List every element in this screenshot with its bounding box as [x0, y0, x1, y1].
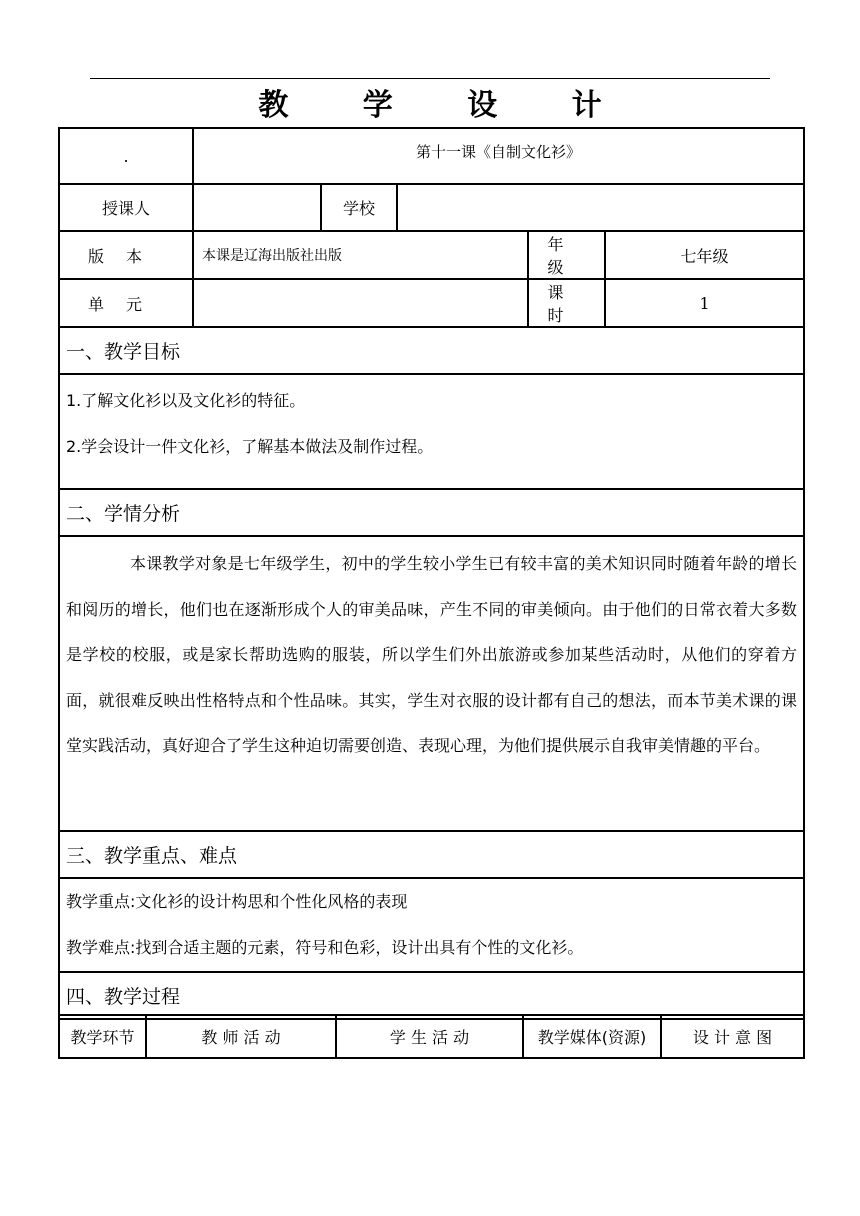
grade-value: 七年级: [680, 246, 729, 266]
process-header-teacher: [146, 1015, 336, 1058]
lesson-info-table: [58, 127, 805, 1020]
unit-label-cell: [59, 279, 193, 327]
lesson-label: .: [123, 146, 129, 166]
process-header-intent: [661, 1015, 804, 1058]
hours-value-cell: [605, 279, 804, 327]
lesson-title: 第十一课《自制文化衫》: [416, 143, 582, 161]
hours-label-cell: [528, 279, 605, 327]
unit-value-cell: [193, 279, 528, 327]
school-value-cell: [397, 184, 804, 231]
document-title: 教 学 设 计: [258, 88, 634, 123]
grade-label-cell: [528, 231, 605, 279]
analysis-heading-cell: [59, 489, 804, 536]
goal-item: 2.学会设计一件文化衫，了解基本做法及制作过程。: [66, 437, 434, 456]
process-heading: 四、教学过程: [66, 986, 181, 1008]
goal-item: 1.了解文化衫以及文化衫的特征。: [66, 391, 306, 410]
hours-label: 课时: [547, 283, 586, 325]
header-text: 教学环节: [70, 1028, 135, 1047]
process-header-stage: [59, 1015, 146, 1058]
goals-heading-cell: [59, 327, 804, 374]
process-header-student: [336, 1015, 523, 1058]
unit-label: 单元: [87, 294, 164, 314]
teacher-value-cell: [193, 184, 321, 231]
school-label-cell: [321, 184, 397, 231]
lesson-label-cell: [59, 128, 193, 184]
analysis-body: [59, 536, 804, 831]
edition-value: 本课是辽海出版社出版: [202, 248, 342, 264]
focus-heading-cell: [59, 831, 804, 878]
school-label: 学校: [342, 199, 375, 218]
goals-body: [59, 374, 804, 489]
edition-label-cell: [59, 231, 193, 279]
goals-heading: 一、教学目标: [66, 341, 181, 363]
edition-label: 版本: [87, 246, 164, 266]
edition-value-cell: [193, 231, 528, 279]
header-text: 设 计 意 图: [692, 1028, 773, 1047]
focus-item: 教学重点:文化衫的设计构思和个性化风格的表现: [66, 892, 408, 911]
teacher-label-cell: [59, 184, 193, 231]
process-header-media: [523, 1015, 661, 1058]
grade-label: 年级: [547, 235, 586, 277]
analysis-heading: 二、学情分析: [66, 503, 181, 525]
header-text: 教学媒体(资源): [537, 1028, 647, 1047]
hours-value: 1: [699, 293, 710, 313]
focus-heading: 三、教学重点、难点: [66, 845, 238, 867]
process-table: [58, 1014, 805, 1059]
analysis-text: 本课教学对象是七年级学生，初中的学生较小学生已有较丰富的美术知识同时随着年龄的增长和阅历的增长，他们也在逐渐形成个人的审美品味，产生不同的审美倾向。由于他们的日常衣着大多数是学校的校服，或是家长帮助选购的服装，所以学生们外出旅游或参加某些活动时，从他们的穿着方面，就很难反映出性格特点和个性品味。其实，学生对衣服的设计都有自己的想法，而本节美术课的课堂实践活动，真好迎合了学生这种迫切需要创造、表现心理，为他们提供展示自我审美情趣的平台。: [66, 554, 798, 755]
focus-item: 教学难点:找到合适主题的元素，符号和色彩，设计出具有个性的文化衫。: [66, 938, 584, 957]
grade-value-cell: [605, 231, 804, 279]
focus-body: [59, 878, 804, 972]
header-text: 教 师 活 动: [201, 1028, 281, 1047]
teacher-label: 授课人: [101, 199, 150, 218]
header-text: 学 生 活 动: [389, 1028, 470, 1047]
lesson-title-cell: [193, 128, 804, 184]
top-rule: [90, 78, 770, 79]
process-heading-cell: [59, 972, 804, 1019]
